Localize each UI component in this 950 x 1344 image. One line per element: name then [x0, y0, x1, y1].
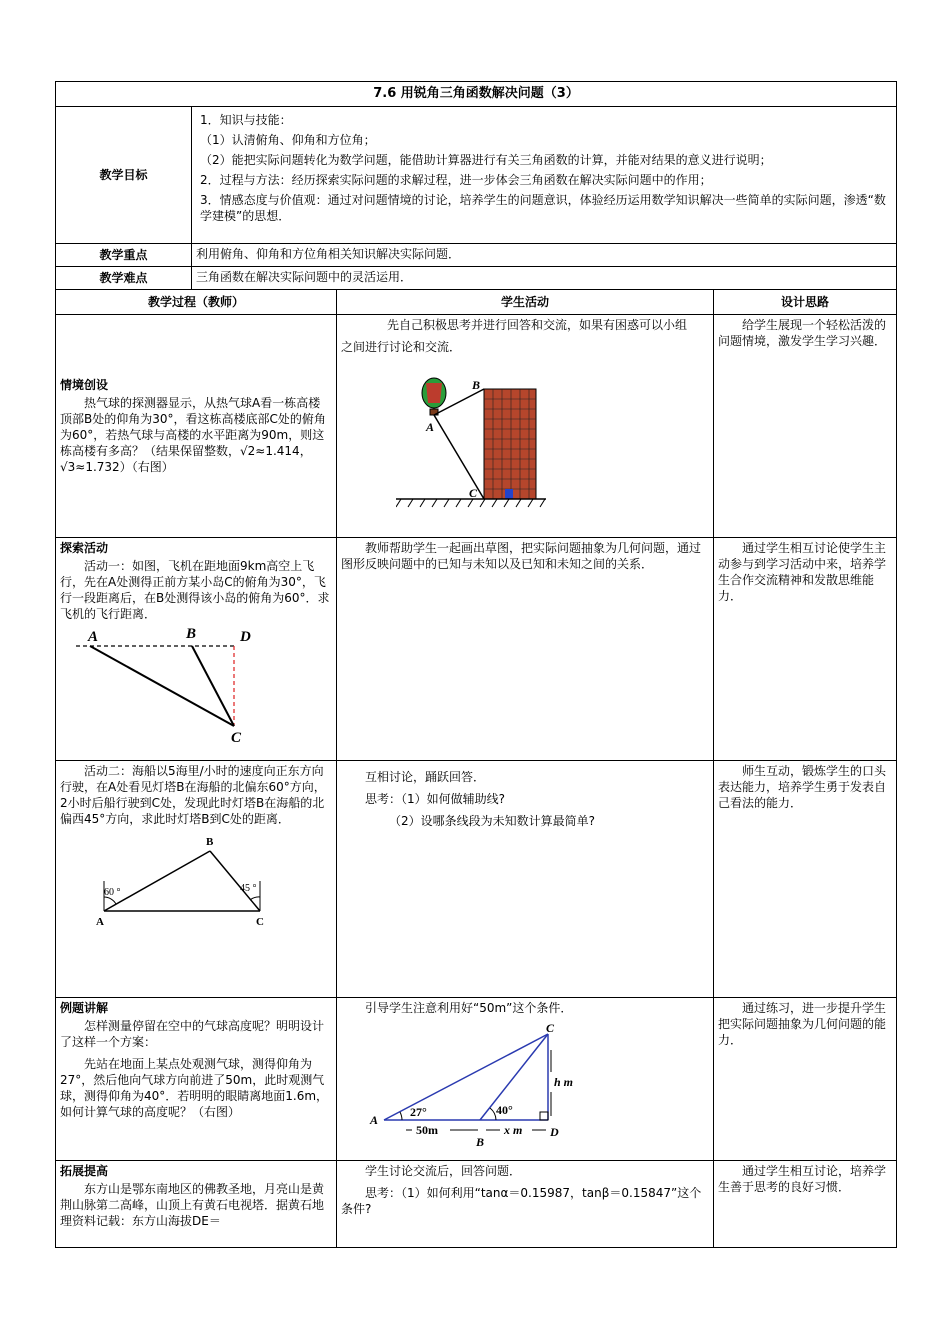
explore-student-cell [337, 538, 714, 761]
fig-label: 27° [410, 1105, 427, 1119]
extend-design-cell [714, 1161, 897, 1248]
situation-design-cell [714, 315, 897, 538]
explore-teacher-cell [56, 538, 337, 761]
activity2-problem: 活动二：海船以5海里/小时的速度向正东方向行驶，在A处看见灯塔B在海船的北偏东60°方向，2小时后船行驶到C处，发现此时灯塔B在海船的北偏西45°方向，求此时灯塔B到C处的距离． [60, 764, 326, 826]
situation-problem: 热气球的探测器显示，从热气球A看一栋高楼顶部B处的仰角为30°，看这栋高楼底部C处的俯角为60°，若热气球与高楼的水平距离为90m，则这栋高楼有多高？（结果保留整数，√2≈1.414，√3≈1.732）（右图） [60, 396, 326, 474]
extend-teacher-cell [56, 1161, 337, 1248]
building-shape [484, 389, 536, 499]
activity2-design-text: 师生互动，锻炼学生的口头表达能力，培养学生勇于发表自己看法的能力． [718, 764, 887, 810]
fig-label: C [231, 730, 242, 744]
header-teacher: 教学过程（教师） [56, 290, 337, 315]
activity2-student-text: 互相讨论，踊跃回答． [365, 770, 486, 784]
lesson-plan-table [55, 81, 897, 1248]
difficulty-text: 三角函数在解决实际问题中的灵活运用． [192, 267, 897, 290]
fig-label: B [186, 626, 197, 642]
example-intro: 怎样测量停留在空中的气球高度呢？明明设计了这样一个方案： [60, 1019, 325, 1049]
section-title: 情境创设 [60, 378, 109, 392]
explore-design-text: 通过学生相互讨论使学生主动参与到学习活动中来，培养学生合作交流精神和发散思维能力． [718, 541, 887, 603]
objective-item: 3．情感态度与价值观：通过对问题情境的讨论，培养学生的问题意识，体验经历运用数学知识解决一些简单的实际问题，渗透“数学建模”的思想． [200, 193, 886, 223]
example-design-text: 通过练习，进一步提升学生把实际问题抽象为几何问题的能力． [718, 1001, 887, 1047]
fig-label: A [96, 916, 104, 928]
extend-question: 思考：（1）如何利用“tanα＝0.15987，tanβ＝0.15847”这个条件? [341, 1186, 702, 1216]
fig-label: 60 ° [104, 887, 121, 898]
objectives-content [192, 107, 897, 244]
ship-figure [90, 833, 290, 933]
activity2-student-cell [337, 761, 714, 998]
objective-item: （2）能把实际问题转化为数学问题，能借助计算器进行有关三角函数的计算，并能对结果的意义进行说明； [200, 153, 772, 167]
balloon-height-figure [366, 1020, 576, 1150]
situation-design-text: 给学生展现一个轻松活泼的问题情境，激发学生学习兴趣． [718, 318, 887, 348]
objective-item: 1．知识与技能： [200, 113, 292, 127]
situation-teacher-cell [56, 315, 337, 538]
fig-label: B [472, 378, 481, 392]
example-student-text: 引导学生注意利用好“50m”这个条件． [365, 1001, 573, 1015]
situation-student-cell [337, 315, 714, 538]
section-title: 探索活动 [60, 541, 109, 555]
objective-item: 2．过程与方法：经历探索实际问题的求解过程，进一步体会三角函数在解决实际问题中的作用； [200, 173, 712, 187]
example-student-cell [337, 998, 714, 1161]
extend-student-cell [337, 1161, 714, 1248]
extend-design-text: 通过学生相互讨论，培养学生善于思考的良好习惯． [718, 1164, 887, 1194]
situation-student-text: 之间进行讨论和交流． [341, 340, 462, 354]
fig-label: C [469, 486, 478, 500]
fig-label: x m [504, 1123, 523, 1137]
fig-label: C [256, 916, 264, 928]
fig-label: A [370, 1113, 379, 1127]
activity2-question: 思考：（1）如何做辅助线? [365, 792, 506, 806]
activity2-design-cell [714, 761, 897, 998]
extend-student-text: 学生讨论交流后，回答问题． [365, 1164, 522, 1178]
fig-label: A [88, 629, 99, 645]
extend-problem: 东方山是鄂东南地区的佛教圣地，月亮山是黄荆山脉第二高峰，山顶上有黄石电视塔．据黄石地理资料记载：东方山海拔DE＝ [60, 1182, 325, 1228]
fig-label: 40° [496, 1103, 513, 1117]
balloon-building-figure [396, 375, 546, 515]
fig-label: h m [554, 1075, 574, 1089]
header-design: 设计思路 [714, 290, 897, 315]
explore-design-cell [714, 538, 897, 761]
activity2-teacher-cell [56, 761, 337, 998]
fig-label: D [240, 629, 251, 645]
explore-problem: 活动一：如图，飞机在距地面9km高空上飞行，先在A处测得正前方某小岛C的俯角为30°，飞行一段距离后，在B处测得该小岛的俯角为60°．求飞机的飞行距离． [60, 559, 330, 621]
fig-label: 50m [416, 1123, 438, 1137]
section-title: 例题讲解 [60, 1001, 109, 1015]
fig-label: C [546, 1021, 555, 1035]
fig-label: A [426, 420, 435, 434]
key-point-text: 利用俯角、仰角和方位角相关知识解决实际问题． [192, 244, 897, 267]
fig-label: B [206, 836, 214, 848]
explore-student-text: 教师帮助学生一起画出草图，把实际问题抽象为几何问题，通过图形反映问题中的已知与未知以及已知和未知之间的关系． [341, 541, 702, 571]
page-title: 7.6 用锐角三角函数解决问题（3） [56, 82, 897, 107]
key-point-label: 教学重点 [56, 244, 192, 267]
example-problem: 先站在地面上某点处观测气球，测得仰角为27°，然后他向气球方向前进了50m，此时观测气球，测得仰角为40°．若明明的眼睛离地面1.6m，如何计算气球的高度呢？（右图） [60, 1057, 329, 1119]
header-student: 学生活动 [337, 290, 714, 315]
situation-student-text: 先自己积极思考并进行回答和交流，如果有困惑可以小组 [386, 318, 687, 332]
fig-label: 45 ° [240, 883, 257, 894]
example-teacher-cell [56, 998, 337, 1161]
objectives-label: 教学目标 [56, 107, 192, 244]
airplane-figure [68, 626, 268, 744]
difficulty-label: 教学难点 [56, 267, 192, 290]
example-design-cell [714, 998, 897, 1161]
activity2-question: （2）设哪条线段为未知数计算最简单? [389, 814, 596, 828]
objective-item: （1）认清俯角、仰角和方位角； [200, 133, 376, 147]
fig-label: B [476, 1135, 485, 1149]
fig-label: D [550, 1125, 559, 1139]
door-shape [505, 489, 513, 499]
section-title: 拓展提高 [60, 1164, 109, 1178]
